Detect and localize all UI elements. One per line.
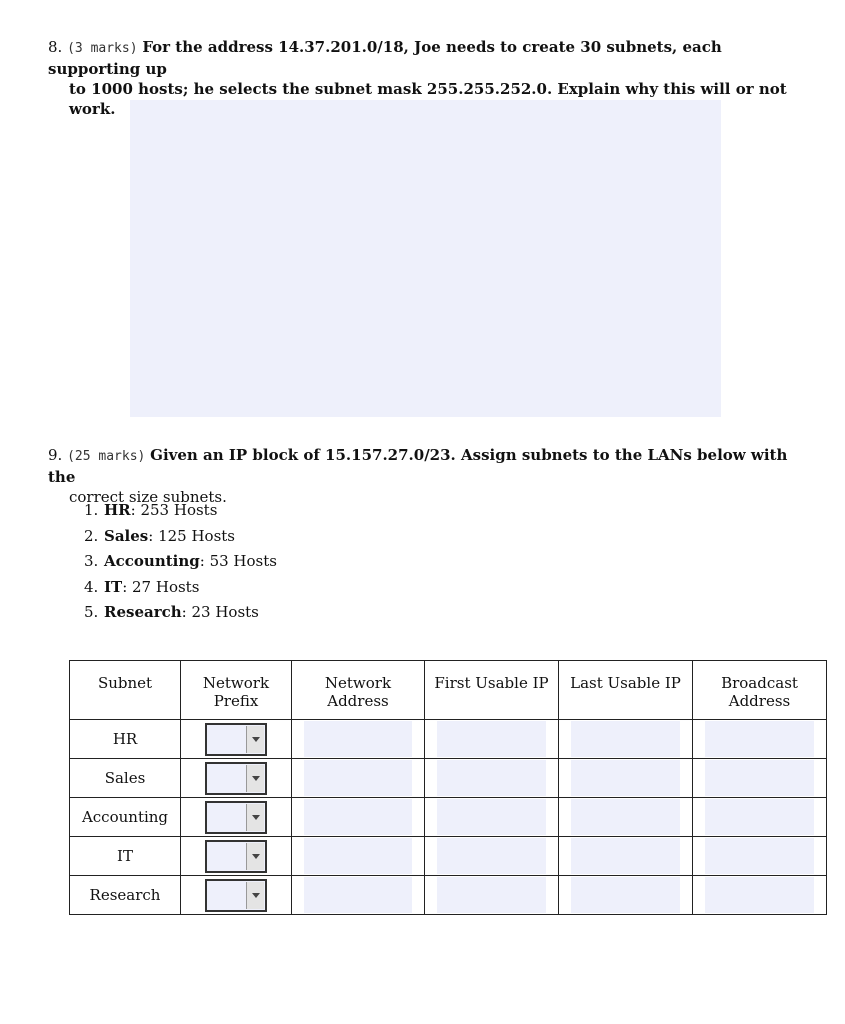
table-row <box>70 759 827 798</box>
lan-item <box>84 575 277 601</box>
first-usable-ip-cell <box>425 798 559 837</box>
network-address-field[interactable] <box>304 877 412 913</box>
broadcast-address-cell <box>693 759 827 798</box>
last-usable-ip-field[interactable] <box>571 760 680 796</box>
first-usable-ip-field[interactable] <box>437 721 546 757</box>
network-prefix-select[interactable] <box>205 840 267 873</box>
table-row <box>70 876 827 915</box>
last-usable-ip-field[interactable] <box>571 721 680 757</box>
last-usable-ip-field[interactable] <box>571 799 680 835</box>
network-address-field[interactable] <box>304 838 412 874</box>
question-9-number: 9. <box>48 446 63 464</box>
table-row <box>70 837 827 876</box>
broadcast-address-cell <box>693 876 827 915</box>
table-header-row <box>70 661 827 720</box>
lan-number: 1. <box>84 501 99 519</box>
header-address-line-2: Address <box>327 692 389 710</box>
header-first-label: First Usable IP <box>434 674 549 692</box>
broadcast-address-field[interactable] <box>705 721 814 757</box>
lan-item <box>84 524 277 550</box>
header-address-line-1: Network <box>324 674 392 692</box>
question-8-number: 8. <box>48 38 63 56</box>
table-row <box>70 798 827 837</box>
subnet-name: Accounting <box>81 808 169 826</box>
network-address-field[interactable] <box>304 760 412 796</box>
broadcast-address-cell <box>693 798 827 837</box>
chevron-down-icon[interactable] <box>246 765 264 792</box>
header-subnet-label: Subnet <box>97 674 153 692</box>
lan-hosts: : 253 Hosts <box>130 501 218 519</box>
network-address-field[interactable] <box>304 721 412 757</box>
first-usable-ip-field[interactable] <box>437 838 546 874</box>
lan-number: 5. <box>84 603 99 621</box>
broadcast-address-field[interactable] <box>705 838 814 874</box>
last-usable-ip-field[interactable] <box>571 838 680 874</box>
lan-hosts: : 27 Hosts <box>122 577 200 596</box>
network-prefix-select[interactable] <box>205 723 267 756</box>
network-prefix-cell <box>181 876 292 915</box>
subnet-name-cell <box>70 876 181 915</box>
lan-hosts: : 23 Hosts <box>181 603 259 621</box>
header-prefix-line-2: Prefix <box>213 692 259 710</box>
last-usable-ip-cell <box>559 798 693 837</box>
network-prefix-cell <box>181 759 292 798</box>
header-last-label: Last Usable IP <box>570 674 681 692</box>
header-first-usable-ip <box>425 661 559 720</box>
network-address-cell <box>292 876 425 915</box>
question-9-line-2: correct size subnets. <box>69 488 227 506</box>
question-8-line-1: For the address 14.37.201.0/18, Joe needs to create 30 subnets, each supporting up <box>48 38 722 78</box>
broadcast-address-field[interactable] <box>705 760 814 796</box>
last-usable-ip-cell <box>559 837 693 876</box>
chevron-down-icon[interactable] <box>246 882 264 909</box>
lan-item <box>84 549 277 575</box>
chevron-down-icon[interactable] <box>246 843 264 870</box>
first-usable-ip-field[interactable] <box>437 799 546 835</box>
lan-list <box>84 498 277 626</box>
header-broadcast-line-1: Broadcast <box>721 674 798 692</box>
subnet-table <box>69 660 827 915</box>
first-usable-ip-field[interactable] <box>437 877 546 913</box>
broadcast-address-field[interactable] <box>705 877 814 913</box>
subnet-name-cell <box>70 798 181 837</box>
lan-item <box>84 498 277 524</box>
lan-name: Research <box>104 603 182 621</box>
question-9-marks: (25 marks) <box>67 449 146 464</box>
subnet-name: IT <box>117 847 133 865</box>
question-8-answer-box[interactable] <box>130 100 721 417</box>
header-network-prefix <box>181 661 292 720</box>
header-last-usable-ip <box>559 661 693 720</box>
table-row <box>70 720 827 759</box>
last-usable-ip-cell <box>559 720 693 759</box>
last-usable-ip-cell <box>559 759 693 798</box>
chevron-down-icon[interactable] <box>246 726 264 753</box>
lan-name: HR <box>104 501 131 519</box>
network-prefix-select[interactable] <box>205 762 267 795</box>
chevron-down-icon[interactable] <box>246 804 264 831</box>
lan-item <box>84 600 277 626</box>
lan-name: Sales <box>104 526 149 545</box>
first-usable-ip-field[interactable] <box>437 760 546 796</box>
broadcast-address-cell <box>693 837 827 876</box>
lan-hosts: : 53 Hosts <box>199 552 277 570</box>
lan-name: IT <box>104 577 123 596</box>
broadcast-address-field[interactable] <box>705 799 814 835</box>
network-address-cell <box>292 720 425 759</box>
subnet-name: Sales <box>104 769 146 787</box>
lan-name: Accounting <box>104 552 200 570</box>
network-prefix-cell <box>181 837 292 876</box>
network-address-cell <box>292 798 425 837</box>
last-usable-ip-field[interactable] <box>571 877 680 913</box>
lan-number: 3. <box>84 552 99 570</box>
network-prefix-cell <box>181 720 292 759</box>
question-8-line-2: to 1000 hosts; he selects the subnet mask 255.255.252.0. Explain why this will or not work. <box>69 80 787 118</box>
subnet-name-cell <box>70 720 181 759</box>
question-8-marks: (3 marks) <box>67 41 138 56</box>
header-prefix-line-1: Network <box>202 674 270 692</box>
subnet-name-cell <box>70 759 181 798</box>
network-prefix-cell <box>181 798 292 837</box>
lan-number: 4. <box>84 577 99 596</box>
first-usable-ip-cell <box>425 837 559 876</box>
first-usable-ip-cell <box>425 759 559 798</box>
network-address-cell <box>292 837 425 876</box>
last-usable-ip-cell <box>559 876 693 915</box>
question-9-line-1: Given an IP block of 15.157.27.0/23. Assign subnets to the LANs below with the <box>48 446 788 486</box>
first-usable-ip-cell <box>425 876 559 915</box>
header-network-address <box>292 661 425 720</box>
lan-number: 2. <box>84 526 99 545</box>
broadcast-address-cell <box>693 720 827 759</box>
network-prefix-select[interactable] <box>205 879 267 912</box>
first-usable-ip-cell <box>425 720 559 759</box>
subnet-name: HR <box>112 730 138 748</box>
subnet-name: Research <box>89 886 161 904</box>
network-prefix-select[interactable] <box>205 801 267 834</box>
network-address-field[interactable] <box>304 799 412 835</box>
network-address-cell <box>292 759 425 798</box>
header-broadcast-address <box>693 661 827 720</box>
subnet-name-cell <box>70 837 181 876</box>
lan-hosts: : 125 Hosts <box>148 526 236 545</box>
header-subnet <box>70 661 181 720</box>
header-broadcast-line-2: Address <box>728 692 791 710</box>
